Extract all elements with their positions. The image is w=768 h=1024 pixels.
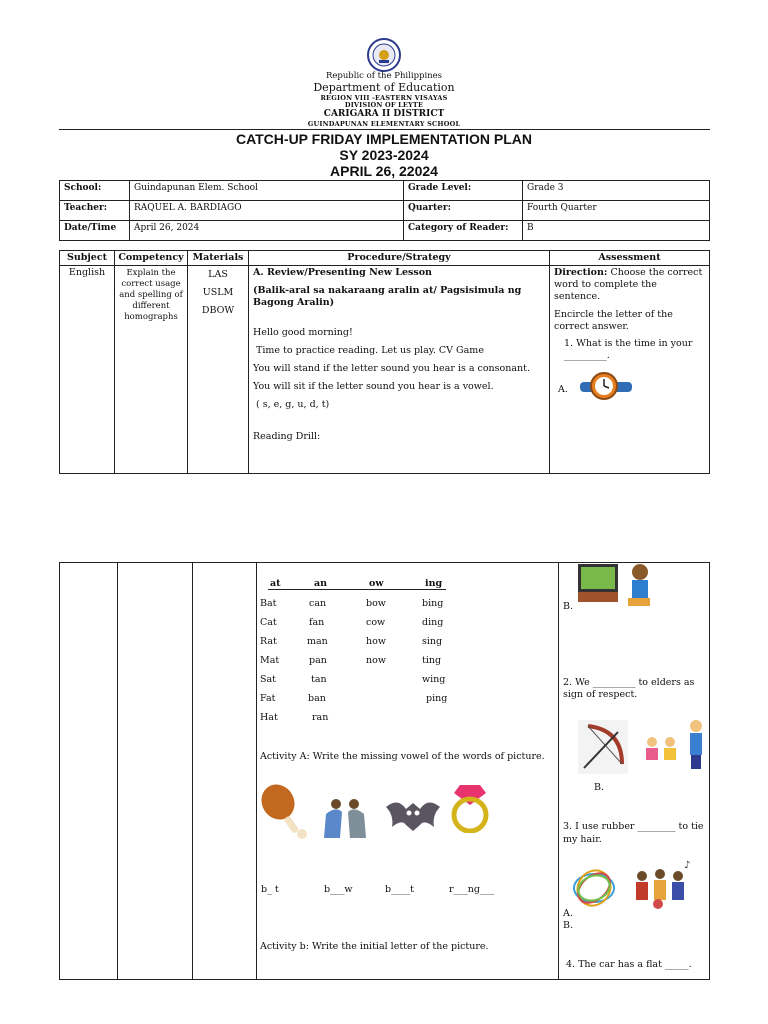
col-divider	[117, 562, 118, 980]
practice-text: Time to practice reading. Let us play. CV Game	[256, 345, 484, 356]
blank-word: b____t	[385, 884, 414, 895]
word: Cat	[260, 617, 277, 628]
word: pan	[309, 655, 327, 666]
wristwatch-image	[578, 366, 634, 406]
question-3: 3. I use rubber ________ to tie my hair.	[563, 821, 704, 845]
q3-option-a-label: A.	[563, 908, 573, 919]
word: ting	[422, 655, 442, 666]
word: how	[366, 636, 386, 647]
word: fan	[309, 617, 325, 628]
division-line: DIVISION OF LEYTE	[344, 101, 424, 109]
word: Bat	[260, 598, 277, 609]
word-header: ing	[425, 578, 443, 589]
header-divider	[59, 129, 710, 130]
drumstick-image	[258, 780, 310, 842]
competency-cell: Explain the correct usage and spelling of different homographs	[115, 266, 188, 474]
word: bow	[366, 598, 386, 609]
svg-text:♪: ♪	[684, 860, 691, 871]
procedure-heading: A. Review/Presenting New Lesson	[253, 267, 432, 278]
letters-text: ( s, e, g, u, d, t)	[256, 399, 330, 410]
word-family-grid	[256, 575, 558, 735]
assessment-cell	[550, 266, 710, 474]
grade-value: Grade 3	[523, 181, 710, 201]
department-line: Department of Education	[313, 81, 455, 94]
word: ban	[308, 693, 326, 704]
question-2: 2. We _________ to elders as sign of respect.	[563, 677, 695, 700]
quarter-value: Fourth Quarter	[523, 201, 710, 221]
children-bowing-image	[642, 718, 706, 774]
word: Fat	[260, 693, 276, 704]
q1-option-a-label: A.	[558, 384, 568, 395]
q3-option-b-label: B.	[563, 920, 574, 931]
q2-option-b-label: B.	[594, 782, 605, 793]
category-value: B	[523, 221, 710, 241]
header-competency: Competency	[115, 251, 188, 266]
blank-word: b_ t	[261, 884, 279, 895]
word: ping	[426, 693, 448, 704]
word: man	[307, 636, 328, 647]
school-line: GUINDAPUNAN ELEMENTARY SCHOOL	[307, 120, 461, 128]
district-line: CARIGARA II DISTRICT	[323, 109, 445, 119]
category-label: Category of Reader:	[404, 221, 523, 241]
drill-text: Reading Drill:	[253, 431, 321, 442]
school-label: School:	[60, 181, 130, 201]
bow-arrow-image	[578, 720, 628, 774]
greeting-text: Hello good morning!	[253, 327, 353, 338]
word: Sat	[260, 674, 276, 685]
plan-sy: SY 2023-2024	[339, 147, 429, 163]
word: Rat	[260, 636, 277, 647]
material-item: LAS	[208, 269, 228, 280]
stand-text: You will stand if the letter sound you hear is a consonant.	[253, 363, 531, 374]
word: ran	[312, 712, 329, 723]
header-subject: Subject	[60, 251, 115, 266]
procedure-cell	[249, 266, 550, 474]
direction-label: Direction:	[554, 267, 608, 278]
bat-image	[384, 793, 442, 835]
header-procedure: Procedure/Strategy	[249, 251, 550, 266]
word: cow	[366, 617, 386, 628]
plan-title: CATCH-UP FRIDAY IMPLEMENTATION PLAN	[235, 131, 533, 147]
word: can	[309, 598, 327, 609]
direction-text: Choose the correct word to complete the sentence.	[554, 267, 703, 302]
word-header-underline	[268, 589, 446, 590]
word: Mat	[260, 655, 280, 666]
grade-label: Grade Level:	[404, 181, 523, 201]
procedure-subheading: (Balik-aral sa nakaraang aralin at/ Pagsisimula ng Bagong Aralin)	[253, 285, 522, 308]
quarter-label: Quarter:	[404, 201, 523, 221]
activity-a-text: Activity A: Write the missing vowel of the words of picture.	[260, 751, 545, 762]
word-header: an	[314, 578, 328, 589]
rubber-bands-image	[570, 866, 618, 910]
word: ding	[422, 617, 444, 628]
subject-cell: English	[60, 266, 115, 474]
header-assessment: Assessment	[550, 251, 710, 266]
date-label: Date/Time	[60, 221, 130, 241]
word-header: at	[270, 578, 281, 589]
word: sing	[422, 636, 443, 647]
col-divider	[192, 562, 193, 980]
col-divider	[558, 562, 559, 980]
teacher-label: Teacher:	[60, 201, 130, 221]
ring-image	[446, 777, 494, 833]
deped-seal-logo	[367, 38, 401, 72]
sit-text: You will sit if the letter sound you hear is a vowel.	[253, 381, 494, 392]
material-item: USLM	[202, 287, 234, 298]
q1-option-b-label: B.	[563, 601, 574, 612]
encircle-text: Encircle the letter of the correct answer.	[554, 309, 673, 332]
word: wing	[422, 674, 446, 685]
material-item: DBOW	[201, 305, 235, 316]
materials-cell	[188, 266, 249, 474]
tv-child-image	[576, 560, 656, 612]
region-line: REGION VIII -EASTERN VISAYAS	[320, 94, 448, 102]
blank-words	[260, 884, 558, 898]
question-4: 4. The car has a flat _____.	[566, 959, 692, 970]
blank-word: r___ng___	[449, 884, 495, 895]
activity-b-text: Activity b: Write the initial letter of the picture.	[260, 941, 489, 952]
header-materials: Materials	[188, 251, 249, 266]
plan-table	[59, 250, 710, 474]
bowing-people-image	[316, 794, 374, 840]
word: bing	[422, 598, 444, 609]
word-header: ow	[369, 578, 384, 589]
word: tan	[311, 674, 327, 685]
plan-date: APRIL 26, 22024	[330, 163, 438, 179]
republic-line: Republic of the Philippines	[325, 71, 443, 81]
info-table	[59, 180, 710, 241]
blank-word: b___w	[324, 884, 353, 895]
word: Hat	[260, 712, 278, 723]
music-band-image	[630, 858, 696, 910]
word: now	[366, 655, 386, 666]
teacher-value: RAQUEL A. BARDIAGO	[130, 201, 404, 221]
date-value: April 26, 2024	[130, 221, 404, 241]
question-1: 1. What is the time in your _________.	[564, 338, 693, 361]
school-value: Guindapunan Elem. School	[130, 181, 404, 201]
